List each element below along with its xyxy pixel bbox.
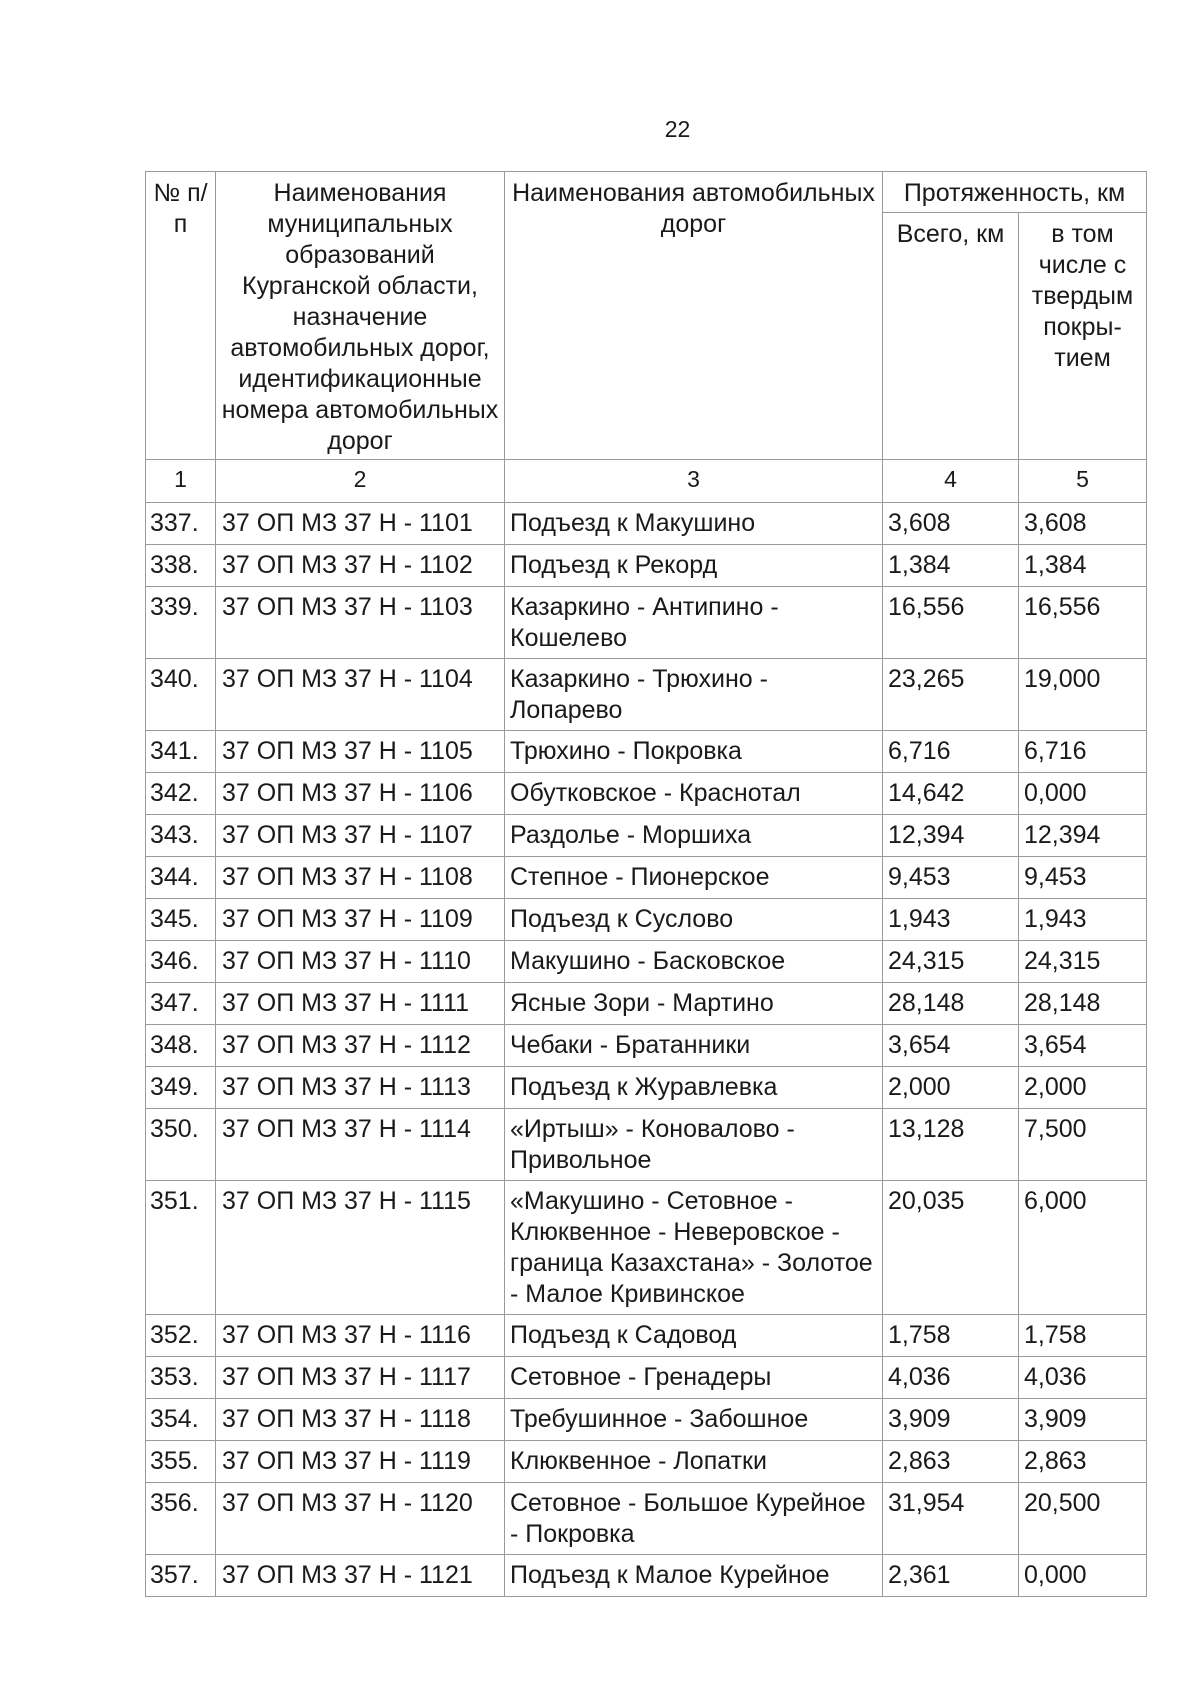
- road-id-cell: 37 ОП МЗ 37 Н - 1120: [216, 1483, 505, 1555]
- table-row: [146, 587, 1147, 659]
- table-row: [146, 983, 1147, 1025]
- header-number: № п/п: [146, 172, 216, 460]
- row-number-cell: 345.: [146, 899, 216, 941]
- road-id-cell: 37 ОП МЗ 37 Н - 1108: [216, 857, 505, 899]
- table-row: [146, 815, 1147, 857]
- road-id-cell: 37 ОП МЗ 37 Н - 1112: [216, 1025, 505, 1067]
- road-name-cell: Степное - Пионерское: [505, 857, 883, 899]
- length-hard-cell: 24,315: [1019, 941, 1147, 983]
- road-name-cell: Подъезд к Малое Курейное: [505, 1555, 883, 1597]
- table-row: [146, 941, 1147, 983]
- length-total-cell: 6,716: [883, 731, 1019, 773]
- length-hard-cell: 6,716: [1019, 731, 1147, 773]
- table-row: [146, 731, 1147, 773]
- road-id-cell: 37 ОП МЗ 37 Н - 1107: [216, 815, 505, 857]
- road-name-cell: Подъезд к Журавлевка: [505, 1067, 883, 1109]
- length-total-cell: 3,909: [883, 1399, 1019, 1441]
- row-number-cell: 352.: [146, 1315, 216, 1357]
- table-row: [146, 1441, 1147, 1483]
- road-name-cell: Макушино - Басковское: [505, 941, 883, 983]
- length-total-cell: 3,654: [883, 1025, 1019, 1067]
- row-number-cell: 351.: [146, 1181, 216, 1315]
- road-id-cell: 37 ОП МЗ 37 Н - 1110: [216, 941, 505, 983]
- row-number-cell: 357.: [146, 1555, 216, 1597]
- length-hard-cell: 28,148: [1019, 983, 1147, 1025]
- table-row: [146, 659, 1147, 731]
- table-row: [146, 1399, 1147, 1441]
- road-id-cell: 37 ОП МЗ 37 Н - 1115: [216, 1181, 505, 1315]
- row-number-cell: 347.: [146, 983, 216, 1025]
- length-total-cell: 20,035: [883, 1181, 1019, 1315]
- road-name-cell: Казаркино - Антипино - Кошелево: [505, 587, 883, 659]
- row-number-cell: 344.: [146, 857, 216, 899]
- road-id-cell: 37 ОП МЗ 37 Н - 1114: [216, 1109, 505, 1181]
- length-total-cell: 24,315: [883, 941, 1019, 983]
- table-row: [146, 773, 1147, 815]
- road-name-cell: Обутковское - Краснотал: [505, 773, 883, 815]
- road-id-cell: 37 ОП МЗ 37 Н - 1101: [216, 503, 505, 545]
- row-number-cell: 354.: [146, 1399, 216, 1441]
- row-number-cell: 355.: [146, 1441, 216, 1483]
- table-body: [146, 503, 1147, 1597]
- roads-table: [145, 171, 1147, 1597]
- row-number-cell: 356.: [146, 1483, 216, 1555]
- column-number-row: [146, 460, 1147, 503]
- road-id-cell: 37 ОП МЗ 37 Н - 1102: [216, 545, 505, 587]
- road-name-cell: Ясные Зори - Мартино: [505, 983, 883, 1025]
- header-length-group: Протяженность, км: [883, 172, 1147, 213]
- road-id-cell: 37 ОП МЗ 37 Н - 1113: [216, 1067, 505, 1109]
- length-hard-cell: 1,758: [1019, 1315, 1147, 1357]
- row-number-cell: 349.: [146, 1067, 216, 1109]
- row-number-cell: 343.: [146, 815, 216, 857]
- table-row: [146, 1357, 1147, 1399]
- road-name-cell: Требушинное - Забошное: [505, 1399, 883, 1441]
- road-id-cell: 37 ОП МЗ 37 Н - 1103: [216, 587, 505, 659]
- length-total-cell: 13,128: [883, 1109, 1019, 1181]
- length-total-cell: 1,758: [883, 1315, 1019, 1357]
- row-number-cell: 337.: [146, 503, 216, 545]
- length-hard-cell: 6,000: [1019, 1181, 1147, 1315]
- road-id-cell: 37 ОП МЗ 37 Н - 1118: [216, 1399, 505, 1441]
- table-row: [146, 1109, 1147, 1181]
- road-name-cell: «Макушино - Сетовное - Клюквенное - Неверовское - граница Казахстана» - Золотое - Малое Кривинское: [505, 1181, 883, 1315]
- page-number: 22: [664, 116, 691, 142]
- length-hard-cell: 3,608: [1019, 503, 1147, 545]
- road-id-cell: 37 ОП МЗ 37 Н - 1119: [216, 1441, 505, 1483]
- road-name-cell: Подъезд к Макушино: [505, 503, 883, 545]
- header-road-name: Наименования автомобильных дорог: [505, 172, 883, 460]
- length-total-cell: 14,642: [883, 773, 1019, 815]
- length-hard-cell: 20,500: [1019, 1483, 1147, 1555]
- row-number-cell: 342.: [146, 773, 216, 815]
- table-header: [146, 172, 1147, 503]
- table-row: [146, 503, 1147, 545]
- length-hard-cell: 3,909: [1019, 1399, 1147, 1441]
- column-number: 3: [505, 460, 883, 503]
- road-id-cell: 37 ОП МЗ 37 Н - 1109: [216, 899, 505, 941]
- length-total-cell: 23,265: [883, 659, 1019, 731]
- length-hard-cell: 16,556: [1019, 587, 1147, 659]
- road-name-cell: Сетовное - Гренадеры: [505, 1357, 883, 1399]
- row-number-cell: 341.: [146, 731, 216, 773]
- length-total-cell: 1,384: [883, 545, 1019, 587]
- road-name-cell: Клюквенное - Лопатки: [505, 1441, 883, 1483]
- column-number: 1: [146, 460, 216, 503]
- length-total-cell: 2,361: [883, 1555, 1019, 1597]
- column-number: 2: [216, 460, 505, 503]
- table-row: [146, 545, 1147, 587]
- length-total-cell: 16,556: [883, 587, 1019, 659]
- road-id-cell: 37 ОП МЗ 37 Н - 1105: [216, 731, 505, 773]
- length-hard-cell: 2,863: [1019, 1441, 1147, 1483]
- length-hard-cell: 7,500: [1019, 1109, 1147, 1181]
- length-total-cell: 2,000: [883, 1067, 1019, 1109]
- table-row: [146, 1483, 1147, 1555]
- table-row: [146, 1315, 1147, 1357]
- row-number-cell: 350.: [146, 1109, 216, 1181]
- length-total-cell: 4,036: [883, 1357, 1019, 1399]
- road-name-cell: Казаркино - Трюхино - Лопарево: [505, 659, 883, 731]
- table-row: [146, 857, 1147, 899]
- road-name-cell: Трюхино - Покровка: [505, 731, 883, 773]
- row-number-cell: 348.: [146, 1025, 216, 1067]
- length-hard-cell: 2,000: [1019, 1067, 1147, 1109]
- length-hard-cell: 3,654: [1019, 1025, 1147, 1067]
- length-hard-cell: 12,394: [1019, 815, 1147, 857]
- table-row: [146, 1555, 1147, 1597]
- road-id-cell: 37 ОП МЗ 37 Н - 1116: [216, 1315, 505, 1357]
- header-length-hard-surface: в том числе с твердым покры-тием: [1019, 213, 1147, 460]
- length-total-cell: 12,394: [883, 815, 1019, 857]
- length-hard-cell: 9,453: [1019, 857, 1147, 899]
- header-municipality: Наименования муниципальных образований Курганской области, назначение автомобильных дорог, идентификационные номера автомобильных дорог: [216, 172, 505, 460]
- length-total-cell: 3,608: [883, 503, 1019, 545]
- road-id-cell: 37 ОП МЗ 37 Н - 1117: [216, 1357, 505, 1399]
- road-name-cell: Подъезд к Садовод: [505, 1315, 883, 1357]
- row-number-cell: 339.: [146, 587, 216, 659]
- length-total-cell: 31,954: [883, 1483, 1019, 1555]
- length-hard-cell: 0,000: [1019, 773, 1147, 815]
- road-name-cell: Подъезд к Суслово: [505, 899, 883, 941]
- road-id-cell: 37 ОП МЗ 37 Н - 1104: [216, 659, 505, 731]
- header-length-total: Всего, км: [883, 213, 1019, 460]
- row-number-cell: 340.: [146, 659, 216, 731]
- column-number: 5: [1019, 460, 1147, 503]
- road-id-cell: 37 ОП МЗ 37 Н - 1121: [216, 1555, 505, 1597]
- length-hard-cell: 1,384: [1019, 545, 1147, 587]
- length-hard-cell: 1,943: [1019, 899, 1147, 941]
- length-hard-cell: 19,000: [1019, 659, 1147, 731]
- length-hard-cell: 0,000: [1019, 1555, 1147, 1597]
- table-row: [146, 1181, 1147, 1315]
- road-name-cell: «Иртыш» - Коновалово - Привольное: [505, 1109, 883, 1181]
- row-number-cell: 338.: [146, 545, 216, 587]
- length-total-cell: 2,863: [883, 1441, 1019, 1483]
- road-name-cell: Подъезд к Рекорд: [505, 545, 883, 587]
- column-number: 4: [883, 460, 1019, 503]
- road-name-cell: Раздолье - Моршиха: [505, 815, 883, 857]
- table-row: [146, 1025, 1147, 1067]
- length-total-cell: 1,943: [883, 899, 1019, 941]
- road-id-cell: 37 ОП МЗ 37 Н - 1111: [216, 983, 505, 1025]
- road-name-cell: Чебаки - Братанники: [505, 1025, 883, 1067]
- table-row: [146, 899, 1147, 941]
- length-total-cell: 9,453: [883, 857, 1019, 899]
- table-row: [146, 1067, 1147, 1109]
- row-number-cell: 346.: [146, 941, 216, 983]
- road-name-cell: Сетовное - Большое Курейное - Покровка: [505, 1483, 883, 1555]
- length-hard-cell: 4,036: [1019, 1357, 1147, 1399]
- row-number-cell: 353.: [146, 1357, 216, 1399]
- road-id-cell: 37 ОП МЗ 37 Н - 1106: [216, 773, 505, 815]
- length-total-cell: 28,148: [883, 983, 1019, 1025]
